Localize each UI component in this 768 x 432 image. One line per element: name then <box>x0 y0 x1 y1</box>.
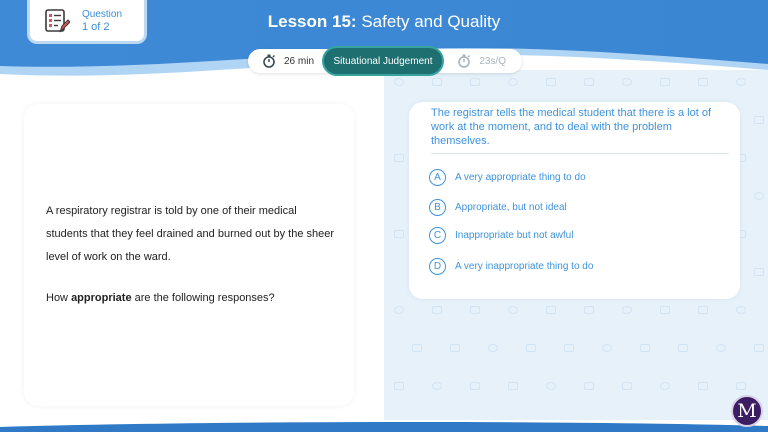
option-a[interactable] <box>429 168 586 186</box>
pattern-icon <box>546 306 556 314</box>
pattern-icon <box>394 382 404 390</box>
pattern-icon <box>546 382 556 390</box>
pattern-icon <box>736 306 746 314</box>
pattern-icon <box>470 78 480 86</box>
pattern-icon <box>488 344 498 352</box>
pattern-icon <box>602 344 612 352</box>
option-letter: D <box>429 258 446 275</box>
pattern-icon <box>584 306 594 314</box>
brand-logo[interactable]: M <box>731 395 763 427</box>
pattern-icon <box>470 306 480 314</box>
pattern-icon <box>736 382 746 390</box>
option-text: A very inappropriate thing to do <box>455 260 594 272</box>
pattern-icon <box>450 344 460 352</box>
pattern-icon <box>508 306 518 314</box>
pattern-icon <box>754 192 764 200</box>
pattern-icon <box>432 306 442 314</box>
pattern-icon <box>716 344 726 352</box>
prompt-after: are the following responses? <box>131 292 275 304</box>
pattern-icon <box>584 382 594 390</box>
total-time <box>262 49 314 73</box>
total-time-value: 26 min <box>284 55 315 67</box>
timer-bar <box>248 49 522 73</box>
pattern-icon <box>698 306 708 314</box>
pattern-icon <box>564 344 574 352</box>
option-letter: C <box>429 227 446 244</box>
pattern-icon <box>584 78 594 86</box>
pattern-icon <box>508 382 518 390</box>
footer-wave <box>0 418 768 432</box>
stopwatch-icon <box>262 54 276 68</box>
question-label: Question <box>82 8 123 20</box>
option-text: Appropriate, but not ideal <box>455 201 567 213</box>
per-question-time <box>457 49 506 73</box>
pattern-icon <box>640 344 650 352</box>
option-text: Inappropriate but not awful <box>455 229 574 241</box>
scenario-prompt <box>46 292 336 304</box>
pattern-icon <box>394 154 404 162</box>
pattern-icon <box>622 306 632 314</box>
pattern-icon <box>412 344 422 352</box>
option-d[interactable] <box>429 257 593 275</box>
pattern-icon <box>432 78 442 86</box>
pattern-icon <box>754 116 764 124</box>
pattern-icon <box>508 78 518 86</box>
prompt-bold: appropriate <box>71 292 132 304</box>
scenario-panel <box>24 104 354 406</box>
question-stem: The registrar tells the medical student that there is a lot of work at the moment, and to deal with the problem themselves. <box>431 106 729 154</box>
pattern-icon <box>546 78 556 86</box>
option-b[interactable] <box>429 198 567 216</box>
per-question-value: 23s/Q <box>479 55 506 67</box>
lesson-name: Safety and Quality <box>361 12 501 31</box>
pattern-icon <box>394 306 404 314</box>
pattern-icon <box>470 382 480 390</box>
pattern-icon <box>660 306 670 314</box>
pattern-icon <box>698 78 708 86</box>
pattern-icon <box>678 344 688 352</box>
pattern-icon <box>622 78 632 86</box>
pattern-icon <box>660 382 670 390</box>
pattern-icon <box>754 344 764 352</box>
prompt-before: How <box>46 292 72 304</box>
scenario-text: A respiratory registrar is told by one of their medical students that they feel drained and burned out by the sheer level of work on the ward. <box>46 205 335 263</box>
option-letter: B <box>429 199 446 216</box>
section-label: Situational Judgement <box>322 46 444 76</box>
stopwatch-icon <box>457 54 471 68</box>
question-count: 1 of 2 <box>82 20 110 33</box>
question-panel <box>409 102 740 299</box>
pattern-icon <box>394 230 404 238</box>
pattern-icon <box>526 344 536 352</box>
option-c[interactable] <box>429 226 573 244</box>
lesson-number: Lesson 15: <box>267 12 357 31</box>
pattern-icon <box>394 78 404 86</box>
option-text: A very appropriate thing to do <box>455 171 586 183</box>
pattern-icon <box>736 78 746 86</box>
pattern-icon <box>432 382 442 390</box>
pattern-icon <box>660 78 670 86</box>
option-letter: A <box>429 169 446 186</box>
pattern-icon <box>622 382 632 390</box>
pattern-icon <box>754 268 764 276</box>
pattern-icon <box>698 382 708 390</box>
lesson-title <box>0 12 768 32</box>
